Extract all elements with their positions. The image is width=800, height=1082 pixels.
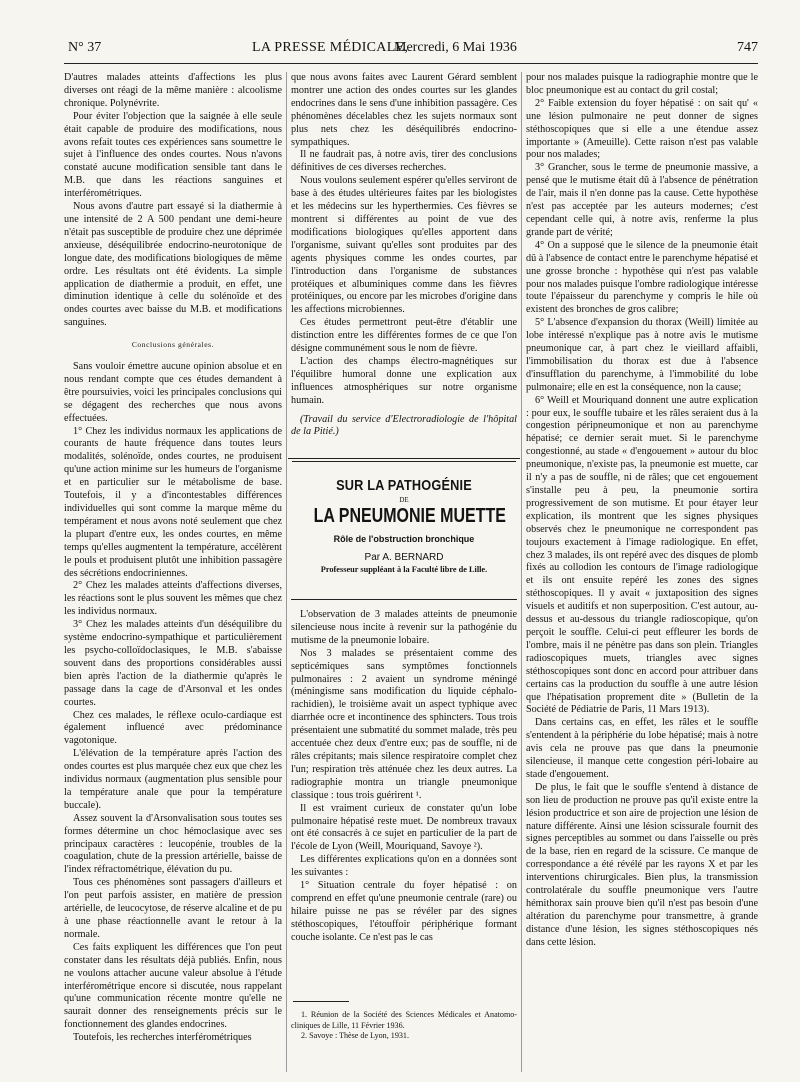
running-header (64, 36, 758, 60)
article-separator (288, 458, 520, 459)
section-heading: Conclusions générales. (131, 340, 215, 350)
service-credit: (Travail du service d'Electroradiologie de l'hôpital de la Pitié.) (291, 413, 517, 438)
paragraph: Il ne faudrait pas, à notre avis, tirer des conclusions définitives de ces diverses recherches. (291, 149, 517, 174)
page-number: 747 (737, 40, 758, 55)
paragraph: Ces études permettront peut-être d'établir une distinction entre les différentes formes de ce que l'on désigne communément sous le nom de fièvre. (291, 317, 517, 355)
paragraph: Tous ces phénomènes sont passagers d'ailleurs et l'on peut parfois assister, en matière de pression artérielle, de leucocytose, de réserve alcaline et de pu à une phase réactionnelle avant le retour à la normale. (64, 877, 282, 940)
paragraph: 1° Situation centrale du foyer hépatisé : on comprend en effet qu'une pneumonie centrale (rare) ou hilaire puisse ne pas se révéler par des signes stéthoscopiques, l'étouffoir périphérique formant couche isolante. Ce n'est pas le cas (291, 880, 517, 943)
journal-title: LA PRESSE MÉDICALE, (252, 40, 409, 55)
paragraph: Il est vraiment curieux de constater qu'un lobe pulmonaire hépatisé reste muet. De nombreux travaux ont été consacrés à ce sujet en particulier de la part de l'école de Lyon (Weill, Mouriquand, Savoye ²). (291, 802, 517, 853)
footnote: 1. Réunion de la Société des Sciences Médicales et Anatomo-cliniques de Lille, 11 Février 1936. (291, 1010, 517, 1030)
paragraph: L'action des champs électro-magnétiques sur l'équilibre humoral donne une explication aux influences atmosphériques sur notre organisme humain. (291, 355, 517, 406)
paragraph: 4° On a supposé que le silence de la pneumonie était dû à l'absence de contact entre le parenchyme hépatisé et une grosse bronche : hypothèse qui n'est pas valable pour nos malades puisque l'ombre radiologique intéresse toute l'épaisseur du parenchyme y compris le hile où existent des bronches de gros calibre; (526, 239, 758, 316)
article-separator-inner (292, 461, 516, 462)
footnote: 2. Savoye : Thèse de Lyon, 1931. (301, 1031, 409, 1040)
article-author: Par A. BERNARD (364, 552, 444, 563)
paragraph: que nous avons faites avec Laurent Gérard semblent montrer une action des ondes courtes sur les glandes endocrines dans le sens d'une inhibition passagère. Ces phénomènes décelables chez les sujets normaux sont plus nets chez les déséquilibrés endocrino-sympathiques. (291, 72, 517, 148)
paragraph: Sans vouloir émettre aucune opinion absolue et en nous rendant compte que ces études demandent à être poursuivies, voici les principales conclusions qui se dégagent des recherches que nous avons effectuées. (64, 361, 282, 424)
paragraph: L'élévation de la température après l'action des ondes courtes est plus marquée chez eux que chez les individus normaux (augmentation plus sensible pour la température anale que pour la température buccale). (64, 748, 282, 811)
paragraph: Les différentes explications qu'on en a données sont les suivantes : (291, 854, 517, 879)
paragraph: Dans certains cas, en effet, les râles et le souffle s'entendent à la périphérie du lobe hépatisé; mais à notre avis cela ne prouve pas que dans la pneumonie silencieuse, il manque cette congestion péri-lobaire au stade d'engouement. (526, 717, 758, 780)
paragraph: 3° Chez les malades atteints d'un déséquilibre du système endocrino-sympathique et particulièrement les psycho-colloïdoclasiques, le M.B. s'abaisse souvent dans des proportions considérables aussi bien après l'action de la diathermie qu'après le passage dans la cage de d'Arsonval et les ondes courtes. (64, 619, 282, 708)
paragraph: 3° Grancher, sous le terme de pneumonie massive, a pensé que le mutisme était dû à l'absence de pénétration de l'air, mais il n'en donne pas la cause. Cette hypothèse n'est pas acceptée par les auteurs modernes; c'est cependant celle qui, à notre avis, renferme la plus grande part de vérité; (526, 162, 758, 238)
paragraph: 6° Weill et Mouriquand donnent une autre explication : pour eux, le souffle tubaire et les râles seraient dus à la congestion péripneumonique et non au parenchyme hépatisé; ce dernier serait muet. Si le parenchyme congestionné, au stade « d'engouement » autour du bloc pneumonique, n'existe pas, la pneumonie est muette, car il n'y a pas de souffle, ni de râles; que cet engouement s'installe peu à peu, la pneumonie sortira progressivement de son mutisme. Et pour étayer leur explication, ils montrent que les signes physiques observés chez le pneumonique ne correspondent pas toujours exactement à l'image radiologique. En effet, chez 3 malades, ils ont repéré avec des disques de plomb fixés au collodion les contours de l'image radiologique et ils ont ensuite repéré les zones des signes stéthoscopiques. Il y avait « juxtaposition des signes visuels et auditifs et non superposition. C'est autour, au-dessus et au-dessous du triangle radioscopique, qu'on perçoit le souffle. Celui-ci peut effleurer les bords de l'ombre, mais il ne pénètre pas dans son plein. Triangles radioscopiques muets, triangles avec signes stéthoscopiques sont donc en accord pour attribuer dans certains cas la production du souffle à une autre lésion que l'hépatisation proprement dite » (Bulletin de la Société de Pédiatrie de Paris, 11 Mars 1913). (526, 394, 758, 716)
issue-date: Mercredi, 6 Mai 1936 (394, 40, 517, 55)
article-body (291, 609, 517, 945)
paragraph: Assez souvent la d'Arsonvalisation sous toutes ses formes détermine un choc hémoclasique avec ses principaux caractères : leucopénie, troubles de la coagulation, chute de la pression artérielle, baisse de l'index réfractométrique, élévation du pu. (64, 812, 282, 876)
footnotes (291, 1001, 517, 1042)
column-2-top (291, 72, 517, 439)
paragraph: 2° Chez les malades atteints d'affections diverses, les réactions sont le plus souvent les mêmes que chez les individus normaux. (64, 580, 282, 618)
issue-number: N° 37 (68, 40, 102, 55)
paragraph: 1° Chez les individus normaux les applications de courants de haute fréquence dans toutes leurs modalités, solénoïde, ondes courtes, ne produisent qu'une action minime sur les humeurs de l'organisme et en particulier sur le métabolisme de base. Toutefois, il y a d'incontestables différences individuelles qui sont comme la marque même du tempérament et nous avons noté seulement que chez la plupart d'entre eux, les ondes courtes, en même temps qu'elles augmentent la température, accélèrent le pouls et produisent plutôt une inhibition passagère des sécrétions endocriniennes. (64, 425, 282, 579)
paragraph: Nous avons d'autre part essayé si la diathermie à une intensité de 2 A 500 pendant une demi-heure n'était pas susceptible de produire chez une déprimée anxieuse, déséquilibrée endocrino-neurotonique de longue date, des modifications biologiques de même ordre. Les résultats ont été évidents. La simple application de diathermie a produit, en effet, une diminution identique à celle du solénoïde et des ondes courtes avec baisse du M.B. et modifications sanguines. (64, 201, 282, 329)
paragraph: Nos 3 malades se présentaient comme des septicémiques sans symptômes fonctionnels pulmonaires : 2 avaient un syndrome méningé (méningisme sans modification du liquide céphalo-rachidien), le troisième avait un aspect typhique avec diarrhée ocre et incontinence des sphincters. Tous trois présentaient une submatité du sommet malade, très peu accentuée chez deux d'entre eux; pas de souffle, ni de râles crépitants; mais silence respiratoire complet chez l'un; respiration très atténuée chez les deux autres. La radiographie montra un triangle pneumonique classique : tous trois guérirent ¹. (291, 647, 517, 801)
paragraph: L'observation de 3 malades atteints de pneumonie silencieuse nous incite à revenir sur la pathogénie du mutisme de la pneumonie lobaire. (291, 609, 517, 646)
article-title-line-2: LA PNEUMONIE MUETTE (313, 505, 506, 527)
article-title-connector: DE (399, 496, 409, 504)
paragraph: De plus, le fait que le souffle s'entend à distance de son lieu de production ne prouve pas qu'il existe entre la lésion productrice et son aire de projection une lésion de nature différente. Ainsi une lésion scissurale fournit des signes perceptibles au sommet ou dans l'aisselle ou près de la base, rien en regard de la scissure. Ce manque de correspondance a été révélé par les rayons X et par les interventions chirurgicales. Bien plus, la transmission controlatérale du souffle pneumonique vers l'autre hémithorax sain prouve bien qu'il n'est pas besoin d'une altération du parenchyme pour transmettre, à grande distance d'une lésion, les signes stéthoscopiques nés dans cette lésion. (526, 781, 758, 948)
paragraph: Pour éviter l'objection que la saignée à elle seule était capable de produire des modifications, nous avons refait toutes ces expériences sans soumettre le sujet à l'influence des ondes courtes. Nous n'avons constaté aucune modification sensible tant dans le M.B. que dans les réactions sanguines et interférométriques. (64, 110, 282, 200)
column-1 (64, 72, 282, 1045)
paragraph: pour nos malades puisque la radiographie montre que le bloc pneumonique est au contact du gril costal; (526, 72, 758, 96)
paragraph: Ces faits expliquent les différences que l'on peut constater dans les résultats déjà publiés. Enfin, nous ne voulons attacher aucune valeur absolue à l'étude interférométrique encore si discutée, nous rappelant qu'une communication récente montre qu'elle ne saurait donner des renseignements précis sur le fonctionnement des glandes endocrines. (64, 941, 282, 1031)
paragraph: Toutefois, les recherches interférométriques (73, 1032, 252, 1044)
article-head-rule (291, 599, 517, 600)
column-3 (526, 72, 758, 950)
paragraph: D'autres malades atteints d'affections les plus diverses ont réagi de la même manière : alcoolisme chronique. Polynévrite. (64, 72, 282, 109)
author-affiliation: Professeur suppléant à la Faculté libre de Lille. (320, 565, 488, 574)
footnote-rule (293, 1001, 349, 1002)
paragraph: Chez ces malades, le réflexe oculo-cardiaque est également influencé avec prédominance vagotonique. (64, 709, 282, 747)
header-rule (64, 63, 758, 64)
paragraph: Nous voulons seulement espérer qu'elles serviront de base à des études ultérieures faites par les biologistes et les médecins sur les hyperthermies. Ces fièvres se montrent si différentes au point de vue des modifications biologiques qu'elles apportent dans l'organisme, suivant qu'elles sont produites par des agents physiques comme les ondes courtes, par l'introduction dans l'organisme de substances protéiques et albuminiques comme dans les fièvres protéiniques, ou encore par les microbes d'origine dans les affections microbiennes. (291, 175, 517, 316)
column-divider-1 (286, 72, 287, 1072)
column-divider-2 (521, 72, 522, 1072)
article-heading (291, 477, 517, 574)
paragraph: 2° Faible extension du foyer hépatisé : on sait qu' « une lésion pulmonaire ne peut donner de signes stéthoscopiques que si elle a une étendue assez importante » (Ameuille). Cette raison n'est pas valable pour nos malades; (526, 97, 758, 161)
paragraph: 5° L'absence d'expansion du thorax (Weill) limitée au lobe intéressé n'explique pas à notre avis le mutisme pneumonique car, à part chez le vieillard affaibli, l'immobilisation du thorax est due à l'absence d'insufflation du parenchyme, à l'immobilité du lobe pulmonaire; elle en est la conséquence, non la cause; (526, 317, 758, 393)
article-subtitle: Rôle de l'obstruction bronchique (333, 534, 475, 544)
article-title-line-1: SUR LA PATHOGÉNIE (336, 477, 472, 494)
